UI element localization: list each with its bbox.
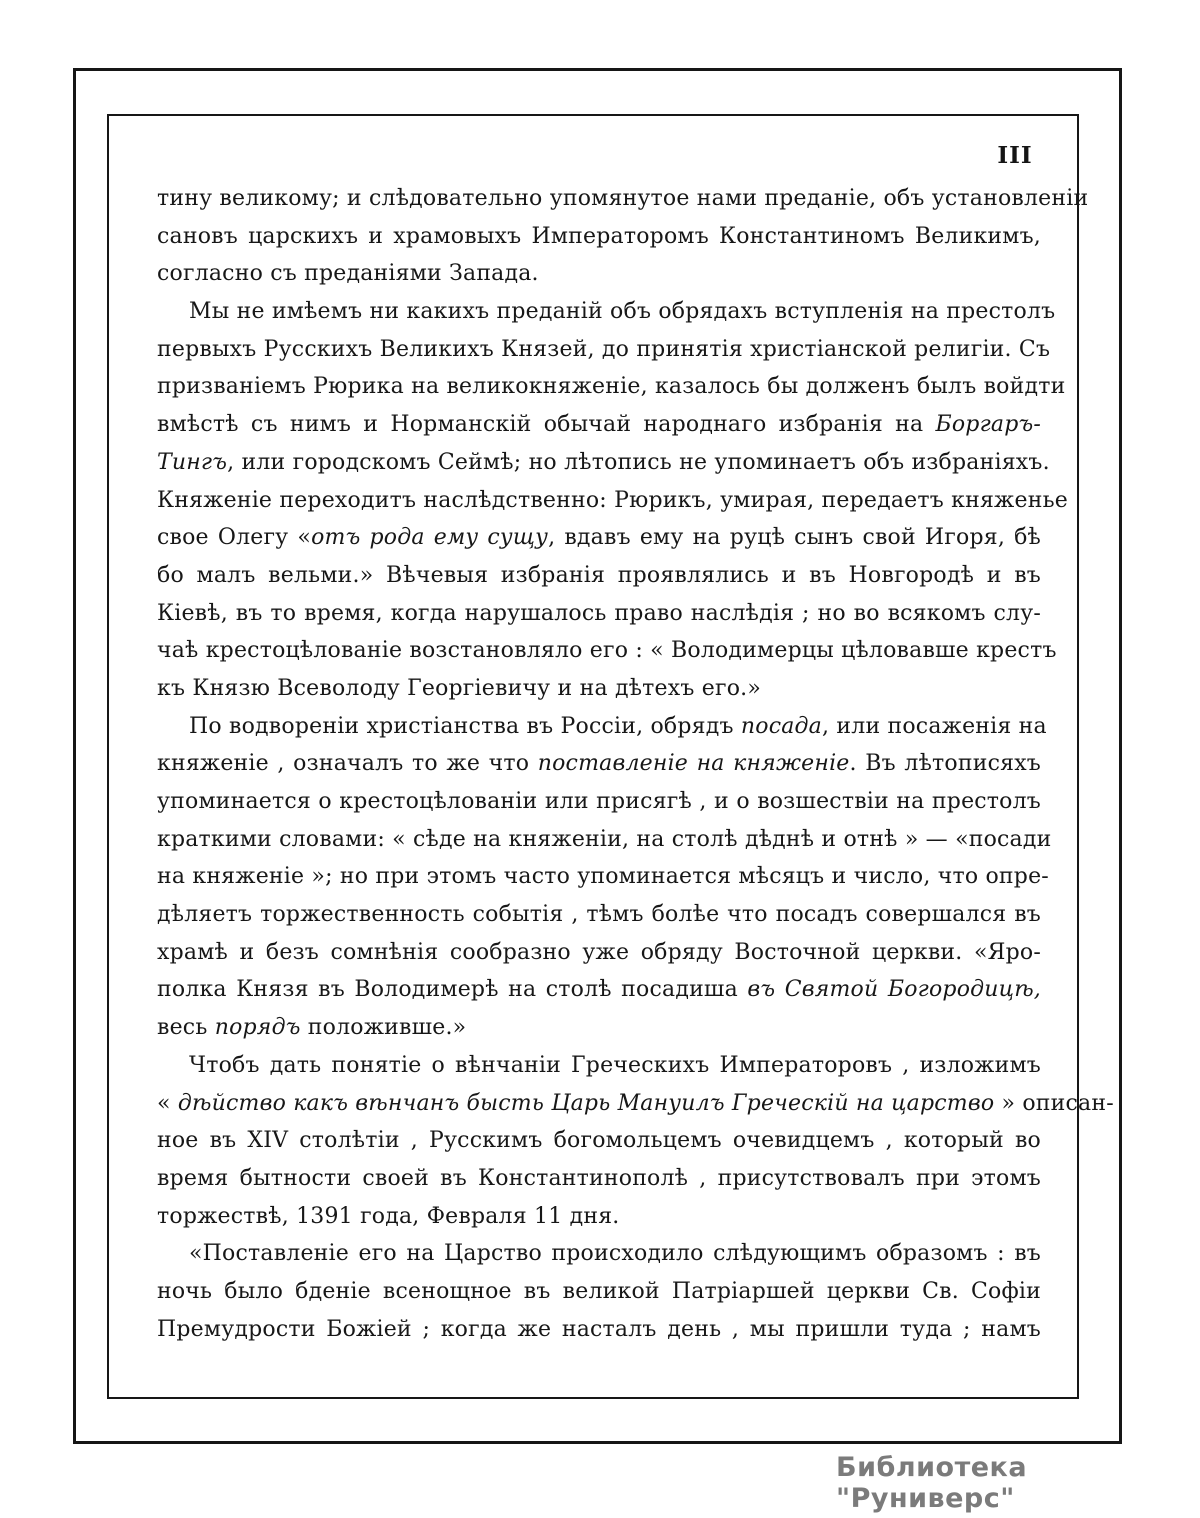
- page-number: III: [997, 142, 1033, 169]
- text-line: [157, 331, 1051, 369]
- text-segment: положивше.»: [300, 1015, 467, 1041]
- text-line: [157, 670, 1041, 708]
- text-line: [157, 1235, 1041, 1273]
- text-segment: Мы не имѣемъ ни какихъ преданій объ обрядахъ вступленія на престолъ: [189, 299, 1056, 325]
- text-segment: княженіе , означалъ то же что: [157, 751, 538, 777]
- text-line: [157, 406, 1041, 444]
- text-line: [157, 557, 1041, 595]
- text-segment: весь: [157, 1015, 215, 1041]
- text-line: [157, 896, 1041, 934]
- text-segment: «: [157, 1090, 178, 1116]
- italic-text-segment: посада: [740, 713, 823, 739]
- text-block: [157, 180, 1114, 1348]
- text-segment: , или городскомъ Сеймѣ; но лѣтопись не упоминаетъ объ избраніяхъ.: [227, 449, 1050, 475]
- text-line: [157, 180, 1089, 218]
- text-line: [157, 821, 1052, 859]
- text-segment: краткими словами: « сѣде на княженіи, на столѣ дѣднѣ и отнѣ » — «посади: [157, 826, 1052, 852]
- text-line: [157, 1198, 1041, 1236]
- text-segment: согласно съ преданіями Запада.: [157, 261, 539, 287]
- text-line: [157, 293, 1056, 331]
- text-line: [157, 1311, 1041, 1349]
- text-line: [157, 1047, 1041, 1085]
- text-line: [157, 632, 1057, 670]
- text-segment: упоминается о крестоцѣлованіи или присягѣ , и о возшествіи на престолъ: [157, 789, 1041, 814]
- text-segment: По водвореніи христіанства въ Россіи, обрядъ: [189, 713, 741, 739]
- text-line: [157, 482, 1068, 520]
- text-line: [157, 519, 1041, 557]
- text-segment: Чтобъ дать понятіе о вѣнчаніи Греческихъ Императоровъ , изложимъ: [189, 1052, 1041, 1078]
- italic-text-segment: дѣйство какъ вѣнчанъ бысть Царь Мануилъ Греческій на царство: [177, 1090, 995, 1116]
- text-line: [157, 1122, 1041, 1160]
- text-segment: призваніемъ Рюрика на великокняженіе, казалось бы долженъ былъ войдти: [157, 374, 1066, 400]
- text-segment: чаѣ крестоцѣлованіе возстановляло его : « Володимерцы цѣловавше крестъ: [157, 638, 1057, 664]
- text-segment: вмѣстѣ съ нимъ и Норманскій обычай народнаго избранія на: [157, 412, 936, 438]
- text-line: [157, 1085, 1114, 1123]
- text-segment: ное въ XIV столѣтіи , Русскимъ богомольцемъ очевидцемъ , который во: [157, 1128, 1041, 1154]
- text-segment: «Поставленіе его на Царство происходило слѣдующимъ образомъ : въ: [189, 1241, 1041, 1267]
- text-segment: бо малъ вельми.» Вѣчевыя избранія проявлялись и въ Новгородѣ и въ: [157, 562, 1041, 588]
- text-segment: Княженіе переходитъ наслѣдственно: Рюрикъ, умирая, передаетъ княженье: [157, 487, 1068, 513]
- text-line: [157, 745, 1041, 783]
- text-segment: . Въ лѣтописяхъ: [849, 751, 1042, 777]
- text-segment: первыхъ Русскихъ Великихъ Князей, до принятія христіанской религіи. Съ: [157, 336, 1051, 362]
- text-line: [157, 708, 1047, 746]
- italic-text-segment: Тингъ: [157, 449, 228, 475]
- text-segment: Премудрости Божіей ; когда же насталъ день , мы пришли туда ; намъ: [157, 1316, 1041, 1342]
- text-line: [157, 1160, 1041, 1198]
- text-line: [157, 1009, 1041, 1047]
- italic-text-segment: въ Святой Богородицѣ,: [747, 977, 1042, 1003]
- text-line: [157, 971, 1041, 1009]
- text-segment: , вдавъ ему на руцѣ сынъ свой Игоря, бѣ: [548, 525, 1042, 551]
- library-watermark: Библиотека "Руниверс": [836, 1452, 1028, 1514]
- text-line: [157, 218, 1041, 256]
- italic-text-segment: Боргаръ-: [935, 412, 1041, 438]
- text-segment: ночь было бденіе всенощное въ великой Патріаршей церкви Св. Софіи: [157, 1278, 1041, 1304]
- text-segment: Кіевѣ, въ то время, когда нарушалось право наслѣдія ; но во всякомъ слу-: [157, 600, 1041, 626]
- text-segment: » описан-: [994, 1090, 1114, 1116]
- text-line: [157, 368, 1066, 406]
- text-segment: храмѣ и безъ сомнѣнія сообразно уже обряду Восточной церкви. «Яро-: [157, 939, 1041, 965]
- text-line: [157, 934, 1041, 972]
- text-segment: на княженіе »; но при этомъ часто упоминается мѣсяцъ и число, что опре-: [157, 864, 1049, 890]
- italic-text-segment: отъ рода ему сущу: [311, 525, 549, 551]
- italic-text-segment: порядъ: [214, 1015, 301, 1041]
- text-segment: торжествѣ, 1391 года, Февраля 11 дня.: [157, 1203, 620, 1229]
- text-line: [157, 1273, 1041, 1311]
- text-line: [157, 255, 1041, 293]
- text-segment: къ Князю Всеволоду Георгіевичу и на дѣтехъ его.»: [157, 675, 761, 701]
- text-line: [157, 783, 1041, 821]
- text-segment: сановъ царскихъ и храмовыхъ Императоромъ Константиномъ Великимъ,: [157, 223, 1041, 249]
- text-line: [157, 858, 1049, 896]
- italic-text-segment: поставленіе на княженіе: [537, 751, 850, 777]
- text-segment: свое Олегу «: [157, 525, 312, 551]
- text-line: [157, 444, 1050, 482]
- text-segment: , или посаженія на: [822, 713, 1047, 739]
- text-segment: тину великому; и слѣдовательно упомянутое нами преданіе, объ установленіи: [157, 186, 1089, 211]
- text-segment: дѣляетъ торжественность событія , тѣмъ болѣе что посадъ совершался въ: [157, 902, 1041, 928]
- text-segment: время бытности своей въ Константинополѣ , присутствовалъ при этомъ: [157, 1165, 1041, 1191]
- text-segment: полка Князя въ Володимерѣ на столѣ посадиша: [157, 977, 748, 1003]
- text-line: [157, 595, 1041, 633]
